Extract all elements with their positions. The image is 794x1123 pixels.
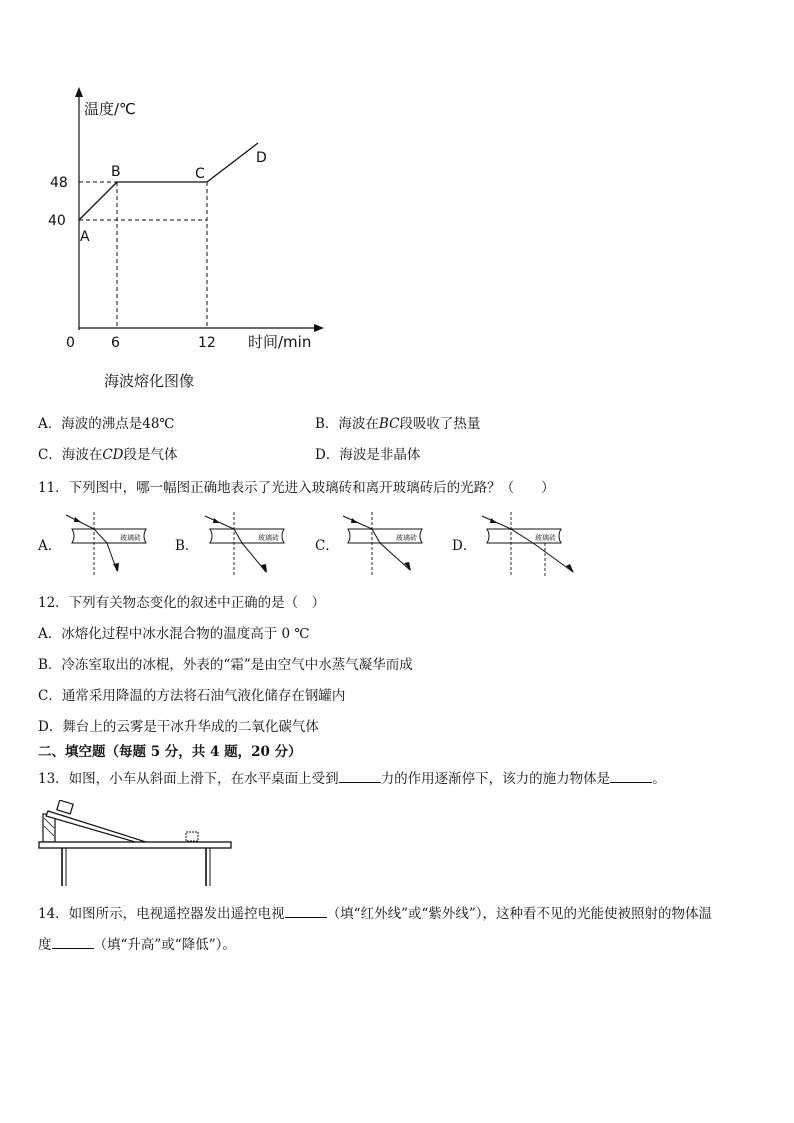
q10-c-italic: CD: [102, 447, 124, 463]
glass-label: 玻璃砖: [258, 534, 279, 542]
point-c-label: C: [195, 166, 205, 182]
q11-diagram-b: [200, 510, 296, 578]
ray-arrow: [351, 518, 358, 523]
q13-text: [38, 770, 666, 788]
q12-option-d: D．舞台上的云雾是干冰升华成的二氧化碳气体: [38, 719, 319, 735]
ray-arrow: [566, 564, 574, 573]
melting-curve: [79, 143, 258, 220]
point-b-label: B: [111, 164, 121, 180]
y-tick-40: 40: [48, 213, 66, 229]
origin-label: 0: [66, 335, 75, 351]
q11-text: 11．下列图中，哪一幅图正确地表示了光进入玻璃砖和离开玻璃砖后的光路？（ ）: [38, 480, 555, 496]
q14-blank-2[interactable]: [52, 936, 94, 949]
ray-arrow: [113, 563, 119, 572]
q12-option-a: A．冰熔化过程中冰水混合物的温度高于 0 ℃: [38, 626, 310, 642]
q10-option-a: A．海波的沸点是48℃: [38, 416, 175, 432]
q14-part2: （填“红外线”或“紫外线”），这种看不见的光能使被照射的物体温: [326, 906, 713, 922]
q13-part3: 。: [652, 771, 666, 787]
graph-caption: 海波熔化图像: [104, 372, 195, 390]
q13-part1: 13．如图，小车从斜面上滑下，在水平桌面上受到: [38, 771, 339, 787]
q10-c-suffix: 段是气体: [123, 447, 178, 463]
q10-b-italic: BC: [378, 416, 400, 432]
q12-option-b: B．冷冻室取出的冰棍，外表的“霜”是由空气中水蒸气凝华而成: [38, 657, 413, 673]
q14-part3: 度: [38, 937, 52, 953]
x-axis-label: 时间/min: [248, 333, 312, 351]
ramp: [46, 811, 146, 844]
q13-blank-2[interactable]: [610, 770, 652, 783]
q10-c-prefix: C．海波在: [38, 447, 103, 463]
cart-on-table: [186, 832, 198, 841]
q14-part4: （填“升高”或“降低”）。: [93, 937, 236, 953]
glass-label: 玻璃砖: [535, 534, 556, 542]
point-a-label: A: [80, 229, 90, 245]
q12-option-c: C．通常采用降温的方法将石油气液化储存在钢罐内: [38, 688, 346, 704]
q11-label-a: A．: [38, 538, 62, 554]
light-ray: [482, 516, 573, 572]
glass-label: 玻璃砖: [120, 534, 141, 542]
q11-diagram-a: [62, 510, 158, 578]
q11-diagram-d: [477, 510, 577, 578]
section-title: 二、填空题（每题 5 分，共 4 题，20 分）: [38, 744, 302, 760]
y-tick-48: 48: [50, 175, 68, 191]
q10-option-c: [38, 446, 178, 464]
ray-arrow: [74, 517, 81, 522]
q13-figure: [36, 800, 236, 890]
q10-option-d: D．海波是非晶体: [315, 447, 421, 463]
x-axis-arrow: [314, 324, 324, 332]
q14-part1: 14．如图所示，电视遥控器发出遥控电视: [38, 906, 285, 922]
ray-arrow: [213, 518, 220, 523]
q11-label-b: B．: [175, 538, 199, 554]
q14-line-1: [38, 905, 712, 923]
table-top: [39, 842, 231, 848]
q14-blank-1[interactable]: [285, 905, 327, 918]
cart-on-ramp: [57, 800, 73, 814]
q13-blank-1[interactable]: [339, 770, 381, 783]
light-ray: [205, 516, 266, 572]
q11-diagram-c: [338, 510, 434, 578]
q10-b-prefix: B．海波在: [315, 416, 379, 432]
q13-part2: 力的作用逐渐停下，该力的施力物体是: [380, 771, 611, 787]
q14-line-2: [38, 936, 236, 954]
q11-label-d: D．: [452, 538, 477, 554]
glass-label: 玻璃砖: [396, 534, 417, 542]
y-axis-label: 温度/℃: [84, 100, 136, 118]
ray-arrow: [261, 564, 267, 573]
q12-text: 12．下列有关物态变化的叙述中正确的是（ ）: [38, 595, 326, 611]
x-tick-12: 12: [198, 335, 216, 351]
melting-graph: [40, 85, 340, 355]
q10-option-b: [315, 415, 480, 433]
q11-label-c: C．: [315, 538, 339, 554]
y-axis-arrow: [75, 87, 83, 97]
ray-arrow: [404, 562, 411, 571]
point-d-label: D: [256, 150, 267, 166]
x-tick-6: 6: [111, 335, 120, 351]
q10-b-suffix: 段吸收了热量: [399, 416, 481, 432]
ray-arrow: [490, 518, 497, 523]
